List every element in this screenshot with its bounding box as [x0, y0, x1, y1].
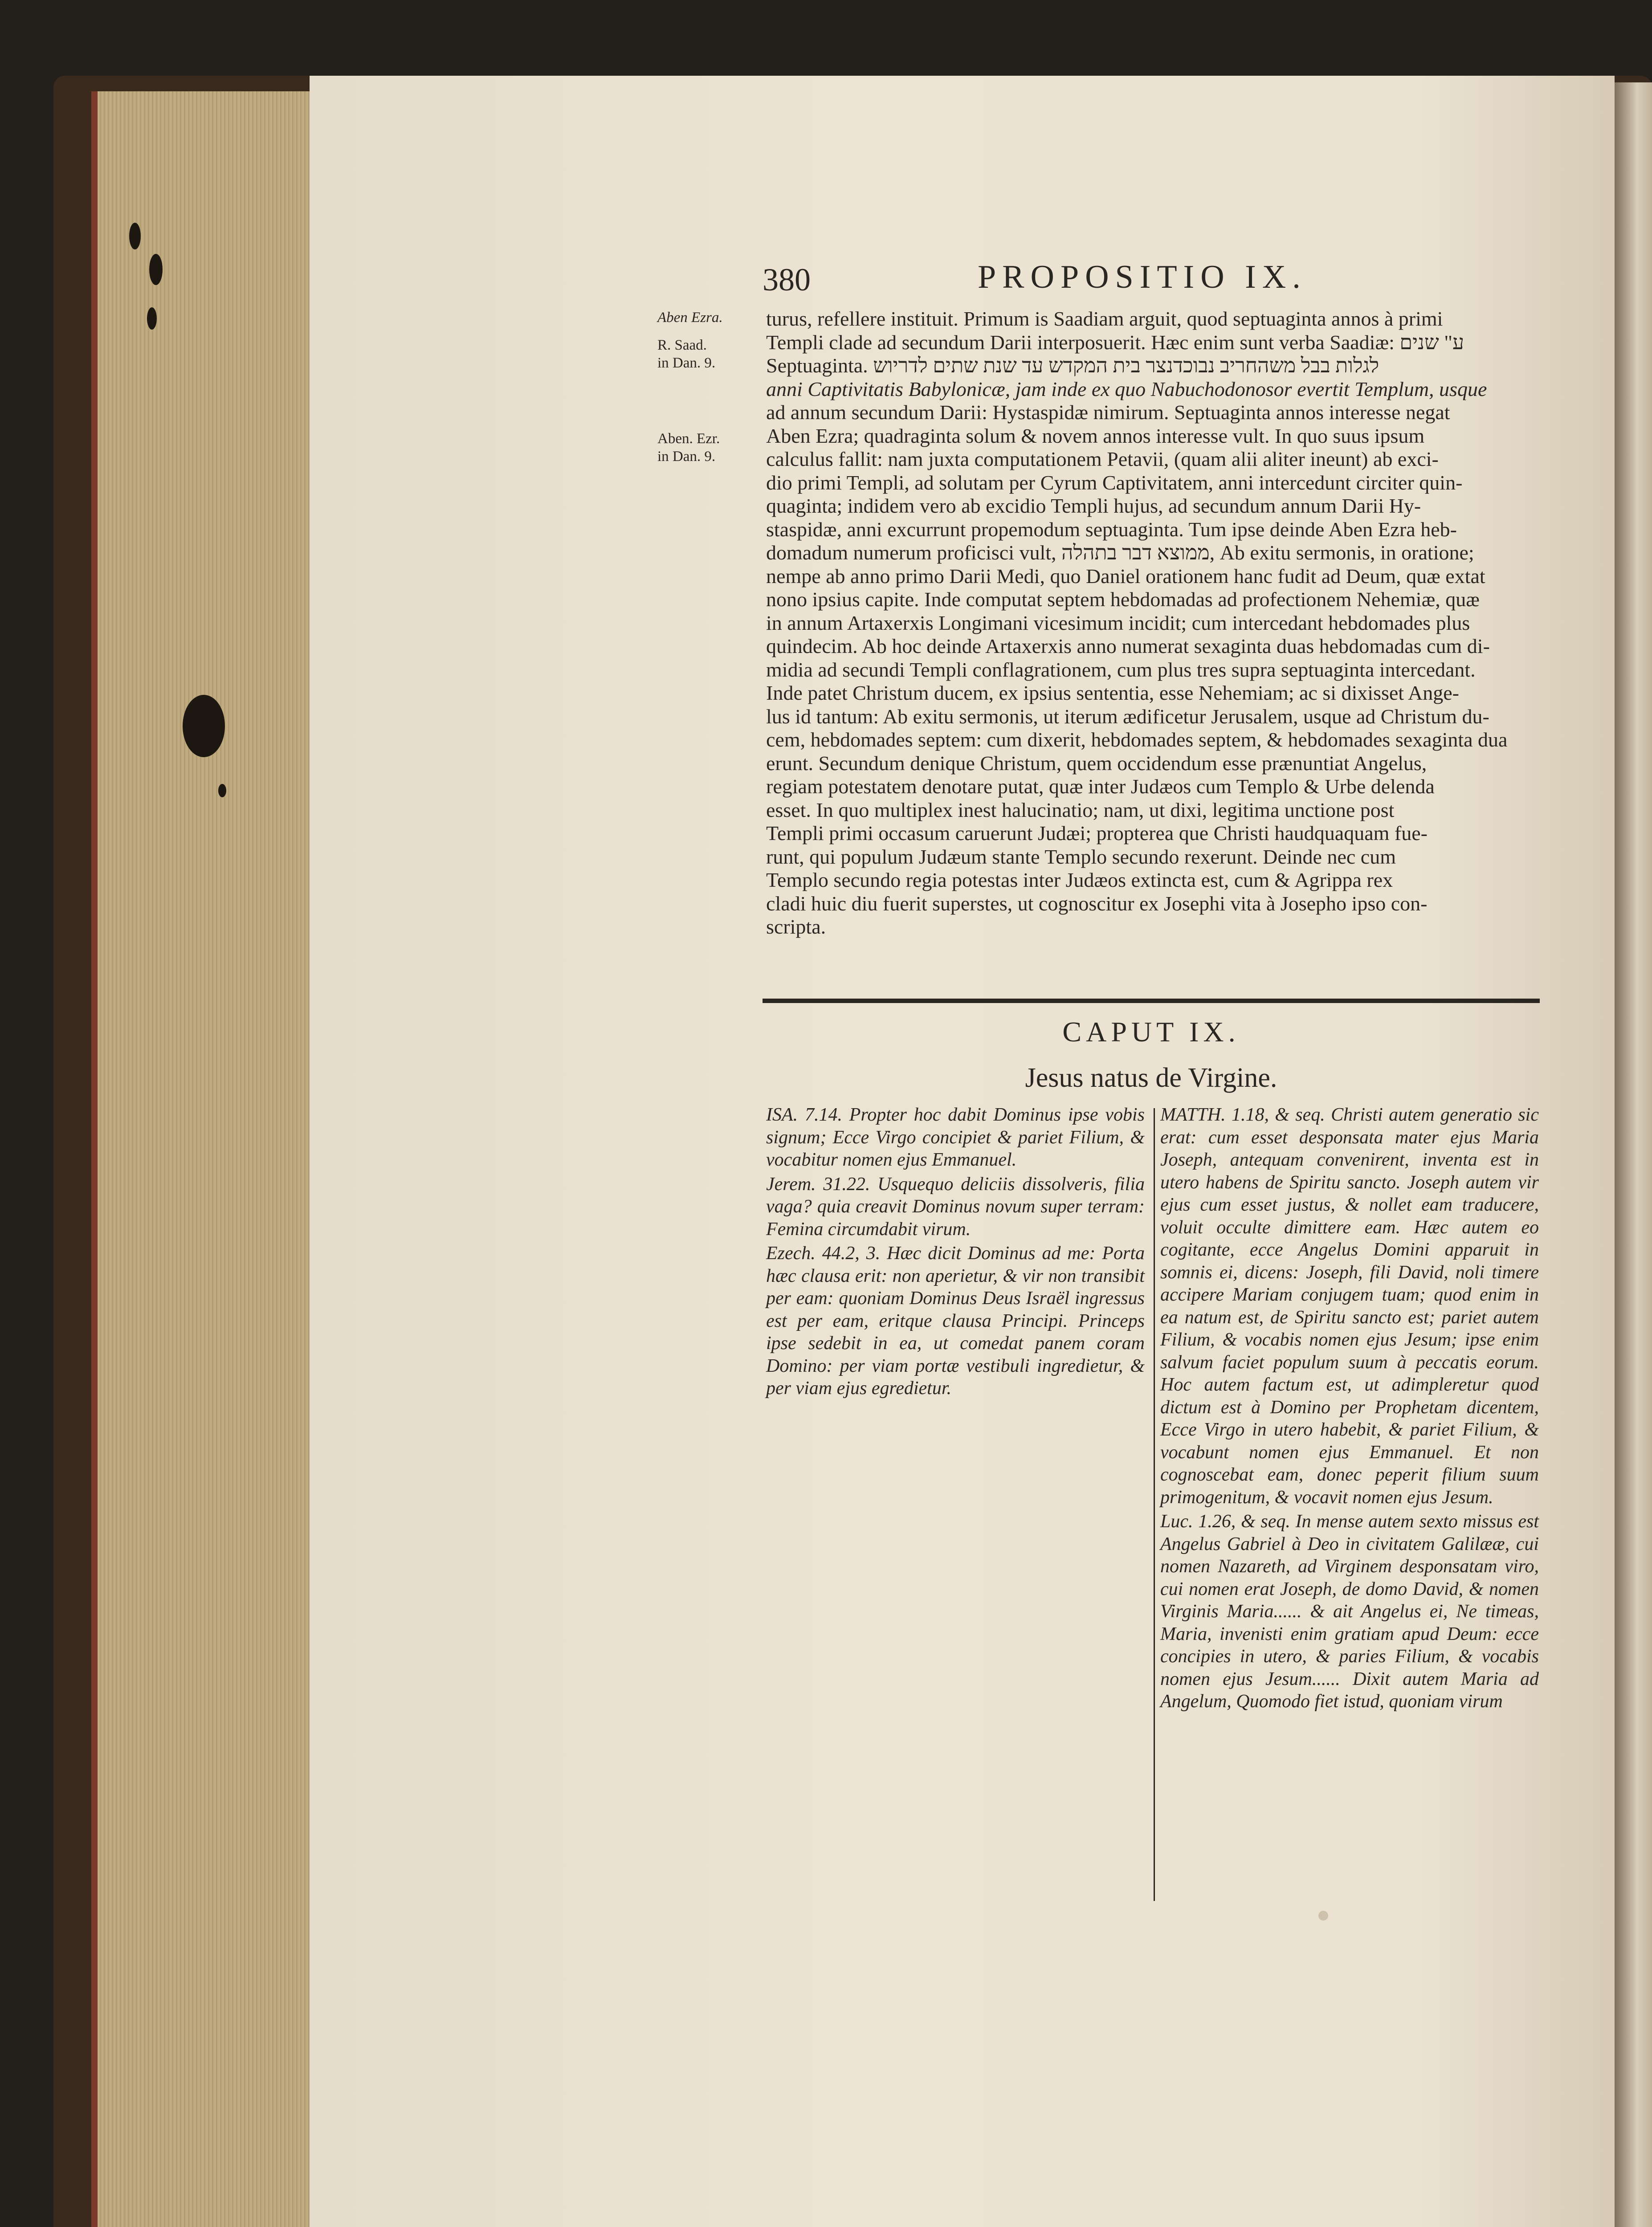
text-line: calculus fallit: nam juxta computationem Petavii, (quam alii aliter ineunt) ab exci- — [766, 448, 1439, 470]
scripture-passage: Jerem. 31.22. Usquequo deliciis dissolveris, filia vaga? quia creavit Dominus novum super terram: Femina circumdabit virum. — [766, 1174, 1145, 1240]
text-line: Inde patet Christum ducem, ex ipsius sententia, esse Nehemiam; ac si dixisset Ange- — [766, 681, 1459, 704]
text-line: Templi primi occasum caruerunt Judæi; propterea que Christi haudquaquam fue- — [766, 822, 1428, 844]
text-line: lus id tantum: Ab exitu sermonis, ut iterum ædificetur Jerusalem, usque ad Christum du- — [766, 705, 1489, 728]
proposition-text — [766, 307, 1539, 939]
text-line: midia ad secundi Templi conflagrationem, cum plus tres supra septuaginta intercedant. — [766, 658, 1476, 681]
margin-note: Aben Ezra. — [657, 310, 723, 326]
section-rule — [763, 999, 1540, 1003]
text-line: Aben Ezra; quadraginta solum & novem annos interesse vult. In quo suus ipsum — [766, 424, 1425, 447]
column-divider — [1154, 1108, 1155, 1901]
margin-note: Aben. Ezr. in Dan. 9. — [657, 431, 720, 465]
text-line: cladi huic diu fuerit superstes, ut cognoscitur ex Josephi vita à Josepho ipso con- — [766, 892, 1428, 915]
text-line: nempe ab anno primo Darii Medi, quo Daniel orationem hanc fudit ad Deum, quæ extat — [766, 564, 1485, 587]
text-line: domadum numerum proficisci vult, ממוצא דבר בתהלה, Ab exitu sermonis, in oratione; — [766, 541, 1474, 564]
text-line: erunt. Secundum denique Christum, quem occidendum esse prænuntiat Angelus, — [766, 751, 1427, 775]
text-line: scripta. — [766, 915, 826, 938]
text-line: in annum Artaxerxis Longimani vicesimum incidit; cum intercedant hebdomades plus — [766, 611, 1470, 634]
text-line: quaginta; indidem vero ab excidio Templi hujus, ad secundum annum Darii Hy- — [766, 494, 1421, 517]
page-number: 380 — [763, 262, 811, 298]
scripture-passage: Ezech. 44.2, 3. Hæc dicit Dominus ad me: Porta hæc clausa erit: non aperietur, & vir non transibit per eam: quoniam Dominus Deus Israël ingressus est per eam, eritque clausa Principi. Princeps ipse sedebit in ea, ut comedat panem coram Domino: per viam portæ vestibuli ingredietur, & per viam ejus egredietur. — [766, 1243, 1145, 1399]
text-line: dio primi Templi, ad solutam per Cyrum Captivitatem, anni intercedunt circiter quin- — [766, 471, 1463, 494]
text-line: quindecim. Ab hoc deinde Artaxerxis anno numerat sexaginta duas hebdomadas cum di- — [766, 635, 1490, 657]
text-line: nono ipsius capite. Inde computat septem hebdomadas ad profectionem Nehemiæ, quæ — [766, 588, 1480, 611]
scripture-passage: Luc. 1.26, & seq. In mense autem sexto missus est Angelus Gabriel à Deo in civitatem Galilææ, cui nomen Nazareth, ad Virginem desponsatam viro, cui nomen erat Joseph, de domo David, & nomen Virginis Maria...... & ait Angelus ei, Ne timeas, Maria, invenisti enim gratiam apud Deum: ecce concipies in utero, & paries Filium, & vocabis nomen ejus Jesum...... Dixit autem Maria ad Angelum, Quomodo fiet istud, quoniam virum — [1160, 1511, 1539, 1712]
chapter-subtitle: Jesus natus de Virgine. — [1025, 1063, 1277, 1093]
ink-spot — [147, 307, 157, 330]
facing-page-edge — [1615, 82, 1652, 2227]
text-line: Templo secundo regia potestas inter Judæos extincta est, cum & Agrippa rex — [766, 869, 1393, 891]
gospel-column — [1160, 1104, 1539, 1715]
page-block-edge — [91, 91, 316, 2227]
scripture-passage: MATTH. 1.18, & seq. Christi autem generatio sic erat: cum esset desponsata mater ejus Maria Joseph, antequam convenirent, inventa est in utero habens de Spiritu sancto. Joseph autem vir ejus cum esset justus, & nollet eam traducere, voluit occulte dimittere eam. Hæc autem eo cogitante, ecce Angelus Domini apparuit in somnis ei, dicens: Joseph, fili David, noli timere accipere Mariam conjugem tuam; quod enim in ea natum est, de Spiritu sancto est; pariet autem Filium, & vocabis nomen ejus Jesum; ipse enim salvum faciet populum suum à peccatis eorum. Hoc autem factum est, ut adimpleretur quod dictum est à Domino per Prophetam dicentem, Ecce Virgo in utero habebit, & pariet Filium, & vocabunt nomen ejus Emmanuel. Et non cognoscebat eam, donec peperit filium suum primogenitum, & vocavit nomen ejus Jesum. — [1160, 1105, 1539, 1508]
ink-spot — [149, 254, 163, 285]
text-line: regiam potestatem denotare putat, quæ inter Judæos cum Templo & Urbe delenda — [766, 775, 1435, 798]
text-line: runt, qui populum Judæum stante Templo secundo rexerunt. Deinde nec cum — [766, 845, 1396, 868]
prophecy-column — [766, 1104, 1145, 1402]
text-line: turus, refellere instituit. Primum is Saadiam arguit, quod septuaginta annos à primi — [766, 307, 1443, 330]
text-line: cem, hebdomades septem: cum dixerit, hebdomades septem, & hebdomades sexaginta dua — [766, 728, 1508, 751]
ink-spot — [183, 695, 225, 757]
scripture-passage: ISA. 7.14. Propter hoc dabit Dominus ipse vobis signum; Ecce Virgo concipiet & pariet Filium, & vocabitur nomen ejus Emmanuel. — [766, 1105, 1145, 1170]
ink-spot — [218, 784, 226, 797]
margin-note: R. Saad. in Dan. 9. — [657, 337, 716, 371]
text-line: staspidæ, anni excurrunt propemodum septuaginta. Tum ipse deinde Aben Ezra heb- — [766, 518, 1457, 541]
chapter-title: CAPUT IX. — [1062, 1016, 1240, 1048]
text-line: ad annum secundum Darii: Hystaspidæ nimirum. Septuaginta annos interesse negat — [766, 401, 1450, 424]
paper-stain — [1318, 1911, 1328, 1921]
text-line: Septuaginta. לגלות בבל משהחריב נבוכדנצר בית המקדש עד שנת שתים לדריוש — [766, 354, 1379, 377]
text-line: esset. In quo multiplex inest halucinatio; nam, ut dixi, legitima unctione post — [766, 798, 1395, 821]
ink-spot — [129, 223, 141, 249]
text-line: Templi clade ad secundum Darii interposuerit. Hæc enim sunt verba Saadiæ: ע" שנים — [766, 330, 1464, 354]
text-line: anni Captivitatis Babylonicæ, jam inde ex quo Nabuchodonosor evertit Templum, usque — [766, 377, 1487, 400]
running-head: PROPOSITIO IX. — [978, 259, 1307, 295]
